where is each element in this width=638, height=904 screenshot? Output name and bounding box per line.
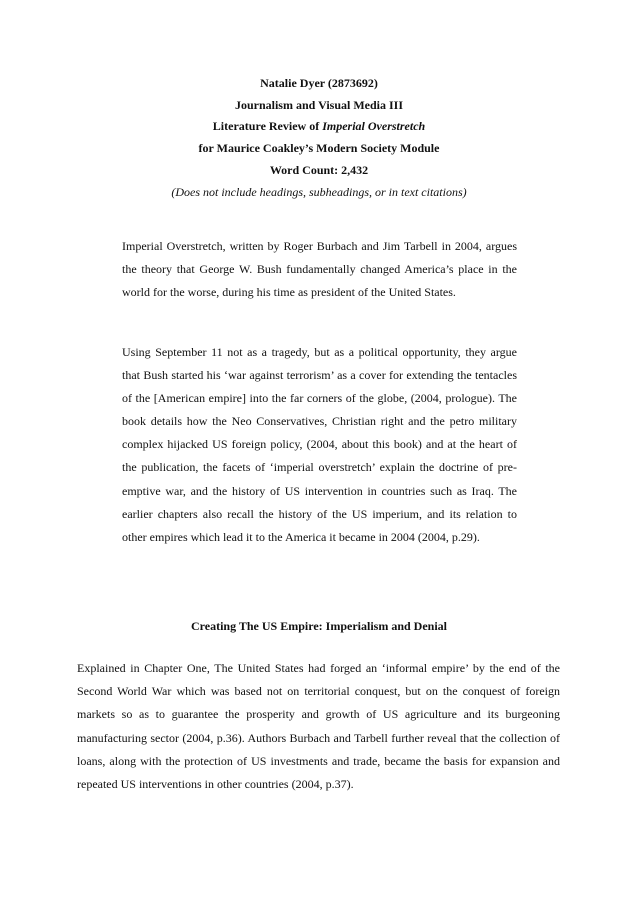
- intro-paragraph-2-text: Using September 11 not as a tragedy, but as a political opportunity, they argue that Bush started his ‘war against terrorism’ as a cover for extending the tentacles of the [American empire] into the far corners of the globe, (2004, prologue). The book details how the Neo Conservatives, Christian right and the petro military complex hijacked US foreign policy, (2004, about this book) and at the heart of the publication, the facets of ‘imperial overstretch’ explain the doctrine of pre-emptive war, and the history of US intervention in countries such as Iraq. The earlier chapters also recall the history of the US imperium, and its relation to other empires which lead it to the America it became in 2004 (2004, p.29).: [122, 345, 517, 544]
- module-line: for Maurice Coakley’s Modern Society Module: [198, 141, 440, 156]
- author-line: Natalie Dyer (2873692): [260, 76, 378, 90]
- word-count-note: (Does not include headings, subheadings, or in text citations): [171, 184, 467, 199]
- section-paragraph: [77, 657, 560, 796]
- intro-paragraph-1-text: Imperial Overstretch, written by Roger Burbach and Jim Tarbell in 2004, argues the theory that George W. Bush fundamentally changed America’s place in the world for the worse, during his time as president of the United States.: [122, 239, 517, 300]
- intro-paragraph-1: [122, 235, 517, 304]
- word-count-line: Word Count: 2,432: [269, 162, 369, 177]
- review-line: [0, 116, 638, 138]
- section-paragraph-text: Explained in Chapter One, The United States had forged an ‘informal empire’ by the end of the Second World War which was based not on territorial conquest, but on the conquest of foreign markets so as to guarantee the prosperity and growth of US agriculture and its burgeoning manufacturing sector (2004, p.36). Authors Burbach and Tarbell further reveal that the collection of loans, along with the protection of US investments and trade, became the basis for expansion and repeated US interventions in other countries (2004, p.37).: [77, 661, 560, 792]
- title-block: [0, 73, 638, 203]
- review-prefix: Literature Review of: [212, 119, 323, 134]
- intro-paragraph-2: [122, 341, 517, 549]
- section-heading: Creating The US Empire: Imperialism and Denial: [190, 619, 447, 633]
- book-title: Imperial Overstretch: [322, 119, 426, 134]
- course-line: Journalism and Visual Media III: [234, 97, 404, 112]
